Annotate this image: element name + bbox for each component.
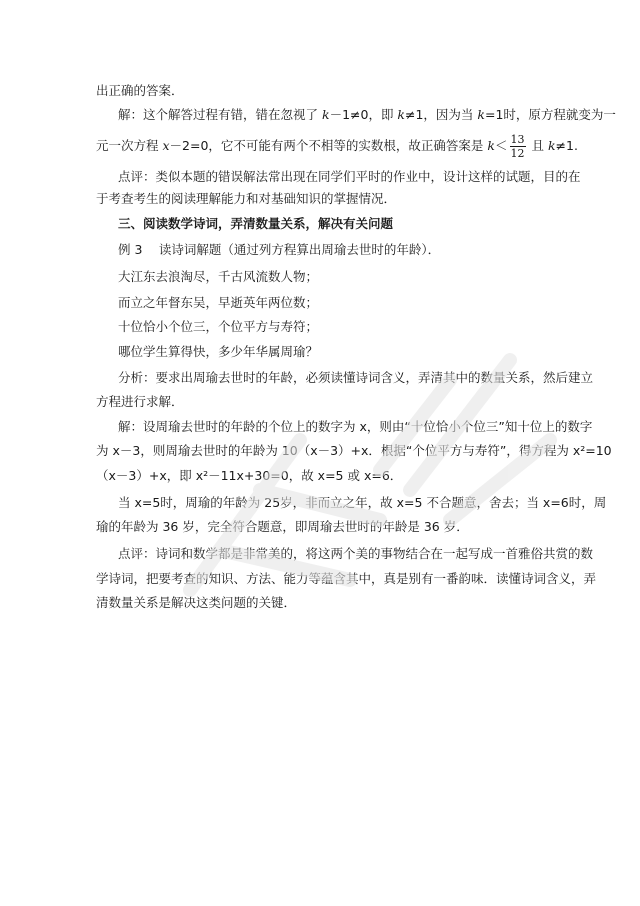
fraction-denominator: 12 <box>510 147 525 160</box>
text-span: 解：这个解答过程有错，错在忽视了 <box>118 107 322 122</box>
text-line: 点评：类似本题的错误解法常出现在同学们平时的作业中，设计这样的试题，目的在 <box>118 169 581 184</box>
poem-line: 哪位学生算得快，多少年华属周瑜？ <box>118 344 319 359</box>
math-var: k <box>397 107 405 122</box>
text-line: 方程进行求解． <box>96 394 184 409</box>
solution-line-1 <box>118 106 616 124</box>
text-span: =1时，原方程就变为一 <box>484 107 616 122</box>
solution-line-2 <box>96 133 578 160</box>
math-var: k <box>547 138 556 153</box>
text-line: 点评：诗词和数学都是非常美的，将这两个美的事物结合在一起写成一首雅俗共赏的数 <box>118 546 594 561</box>
text-line: 清数量关系是解决这类问题的关键． <box>96 595 297 610</box>
text-span: 且 <box>527 138 548 153</box>
poem-line: 而立之年督东吴，早逝英年两位数； <box>118 295 319 310</box>
text-line: 出正确的答案． <box>96 83 184 98</box>
text-line: 于考查考生的阅读理解能力和对基础知识的掌握情况． <box>96 191 397 206</box>
math-var: k <box>477 107 485 122</box>
text-span: －1≠0，即 <box>329 107 398 122</box>
math-var: k <box>487 138 495 153</box>
math-var: k <box>321 107 330 122</box>
text-line: 瑜的年龄为 36 岁，完全符合题意，即周瑜去世时的年龄是 36 岁． <box>96 519 469 534</box>
text-line: （x－3）+x，即 x²－11x+30=0，故 x=5 或 x=6． <box>96 468 403 483</box>
math-symbol: ＜ <box>494 138 508 153</box>
text-line: 当 x=5时，周瑜的年龄为 25岁，非而立之年，故 x=5 不合题意，舍去；当 x=6时，周 <box>118 495 607 510</box>
text-span: ≠1. <box>555 138 578 153</box>
example-title: 例 3 读诗词解题（通过列方程算出周瑜去世时的年龄）． <box>118 242 441 257</box>
poem-line: 十位恰小个位三，个位平方与寿符； <box>118 319 319 334</box>
poem-line: 大江东去浪淘尽，千古风流数人物； <box>118 269 319 284</box>
text-line: 学诗词，把要考查的知识、方法、能力等蕴含其中，真是别有一番韵味．读懂诗词含义，弄 <box>96 571 597 586</box>
text-line: 分析：要求出周瑜去世时的年龄，必须读懂诗词含义，弄清其中的数量关系，然后建立 <box>118 370 594 385</box>
text-line: 为 x－3，则周瑜去世时的年龄为 10（x－3）+x．根据“个位平方与寿符”，得方程为 x²=10 <box>96 443 612 458</box>
fraction-numerator: 13 <box>510 133 525 146</box>
section-heading: 三、阅读数学诗词，弄清数量关系，解决有关问题 <box>118 216 394 231</box>
text-span: －2=0，它不可能有两个不相等的实数根，故正确答案是 <box>169 138 488 153</box>
math-var: x <box>162 138 170 153</box>
fraction <box>510 133 526 160</box>
text-span: 元一次方程 <box>96 138 163 153</box>
text-span: ≠1，因为当 <box>405 107 478 122</box>
text-line: 解：设周瑜去世时的年龄的个位上的数字为 x，则由“十位恰小个位三”知十位上的数字 <box>118 419 593 434</box>
